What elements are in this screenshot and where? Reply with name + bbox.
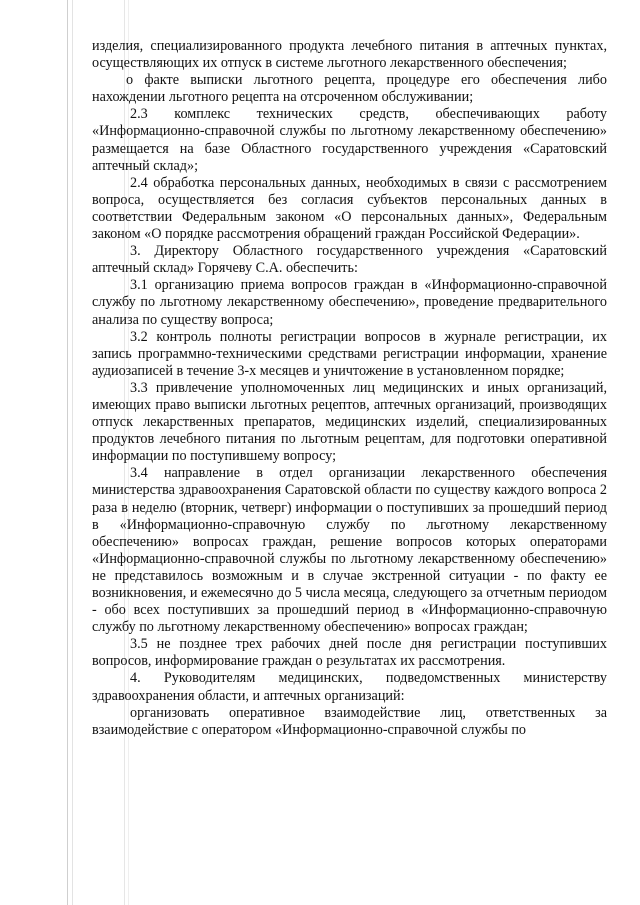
paragraph-prescription-fact: о факте выписки льготного рецепта, процедуре его обеспечения либо нахождении льготного рецепта на отсроченном обслуживании; — [92, 72, 607, 106]
paragraph-4: 4. Руководителям медицинских, подведомственных министерству здравоохранения области, и аптечных организаций: — [92, 670, 607, 704]
paragraph-3-3: 3.3 привлечение уполномоченных лиц медицинских и иных организаций, имеющих право выписки льготных рецептов, аптечных организаций, производящих отпуск лекарственных препаратов, медицинских изделий, специализированных продуктов лечебного питания по льготным рецептам, для подготовки оперативной информации по поступившему вопросу; — [92, 379, 607, 465]
paragraph-4-organize: организовать оперативное взаимодействие лиц, ответственных за взаимодействие с оператором «Информационно-справочной службы по — [92, 704, 607, 738]
paragraph-3-1: 3.1 организацию приема вопросов граждан в «Информационно-справочной службу по льготному лекарственному обеспечению», проведение предварительного анализа по существу вопроса; — [92, 277, 607, 328]
paragraph-3: 3. Директору Областного государственного учреждения «Саратовский аптечный склад» Горячеву С.А. обеспечить: — [92, 243, 607, 277]
paragraph-3-5: 3.5 не позднее трех рабочих дней после дня регистрации поступивших вопросов, информирование граждан о результатах их рассмотрения. — [92, 636, 607, 670]
document-body — [92, 38, 607, 739]
paragraph-2-4: 2.4 обработка персональных данных, необходимых в связи с рассмотрением вопроса, осуществляется без согласия субъектов персональных данных в соответствии Федеральным законом «О персональных данных», Федеральным законом «О порядке рассмотрения обращений граждан Российской Федерации». — [92, 174, 607, 243]
paragraph-3-2: 3.2 контроль полноты регистрации вопросов в журнале регистрации, их запись программно-техническими средствами регистрации информации, хранение аудиозаписей в течение 3-х месяцев и уничтожение в установленном порядке; — [92, 328, 607, 379]
scan-artifact-line — [67, 0, 68, 905]
scan-artifact-line — [72, 0, 73, 905]
paragraph-continuation: изделия, специализированного продукта лечебного питания в аптечных пунктах, осуществляющих их отпуск в системе льготного лекарственного обеспечения; — [92, 38, 607, 72]
paragraph-3-4: 3.4 направление в отдел организации лекарственного обеспечения министерства здравоохранения Саратовской области по существу каждого вопроса 2 раза в неделю (вторник, четверг) информации о поступивших за прошедший период в «Информационно-справочную службу по льготному лекарственному обеспечению» вопросах граждан, решение вопросов которых операторами «Информационно-справочной службы по льготному лекарственному обеспечению» не представилось возможным и в случае экстренной ситуации - по факту ее возникновения, и ежемесячно до 5 числа месяца, следующего за отчетным периодом - обо всех поступивших за прошедший период в «Информационно-справочную службу по льготному лекарственному обеспечению» вопросах граждан; — [92, 465, 607, 636]
paragraph-2-3: 2.3 комплекс технических средств, обеспечивающих работу «Информационно-справочной службы по льготному лекарственному обеспечению» размещается на базе Областного государственного учреждения «Саратовский аптечный склад»; — [92, 106, 607, 174]
